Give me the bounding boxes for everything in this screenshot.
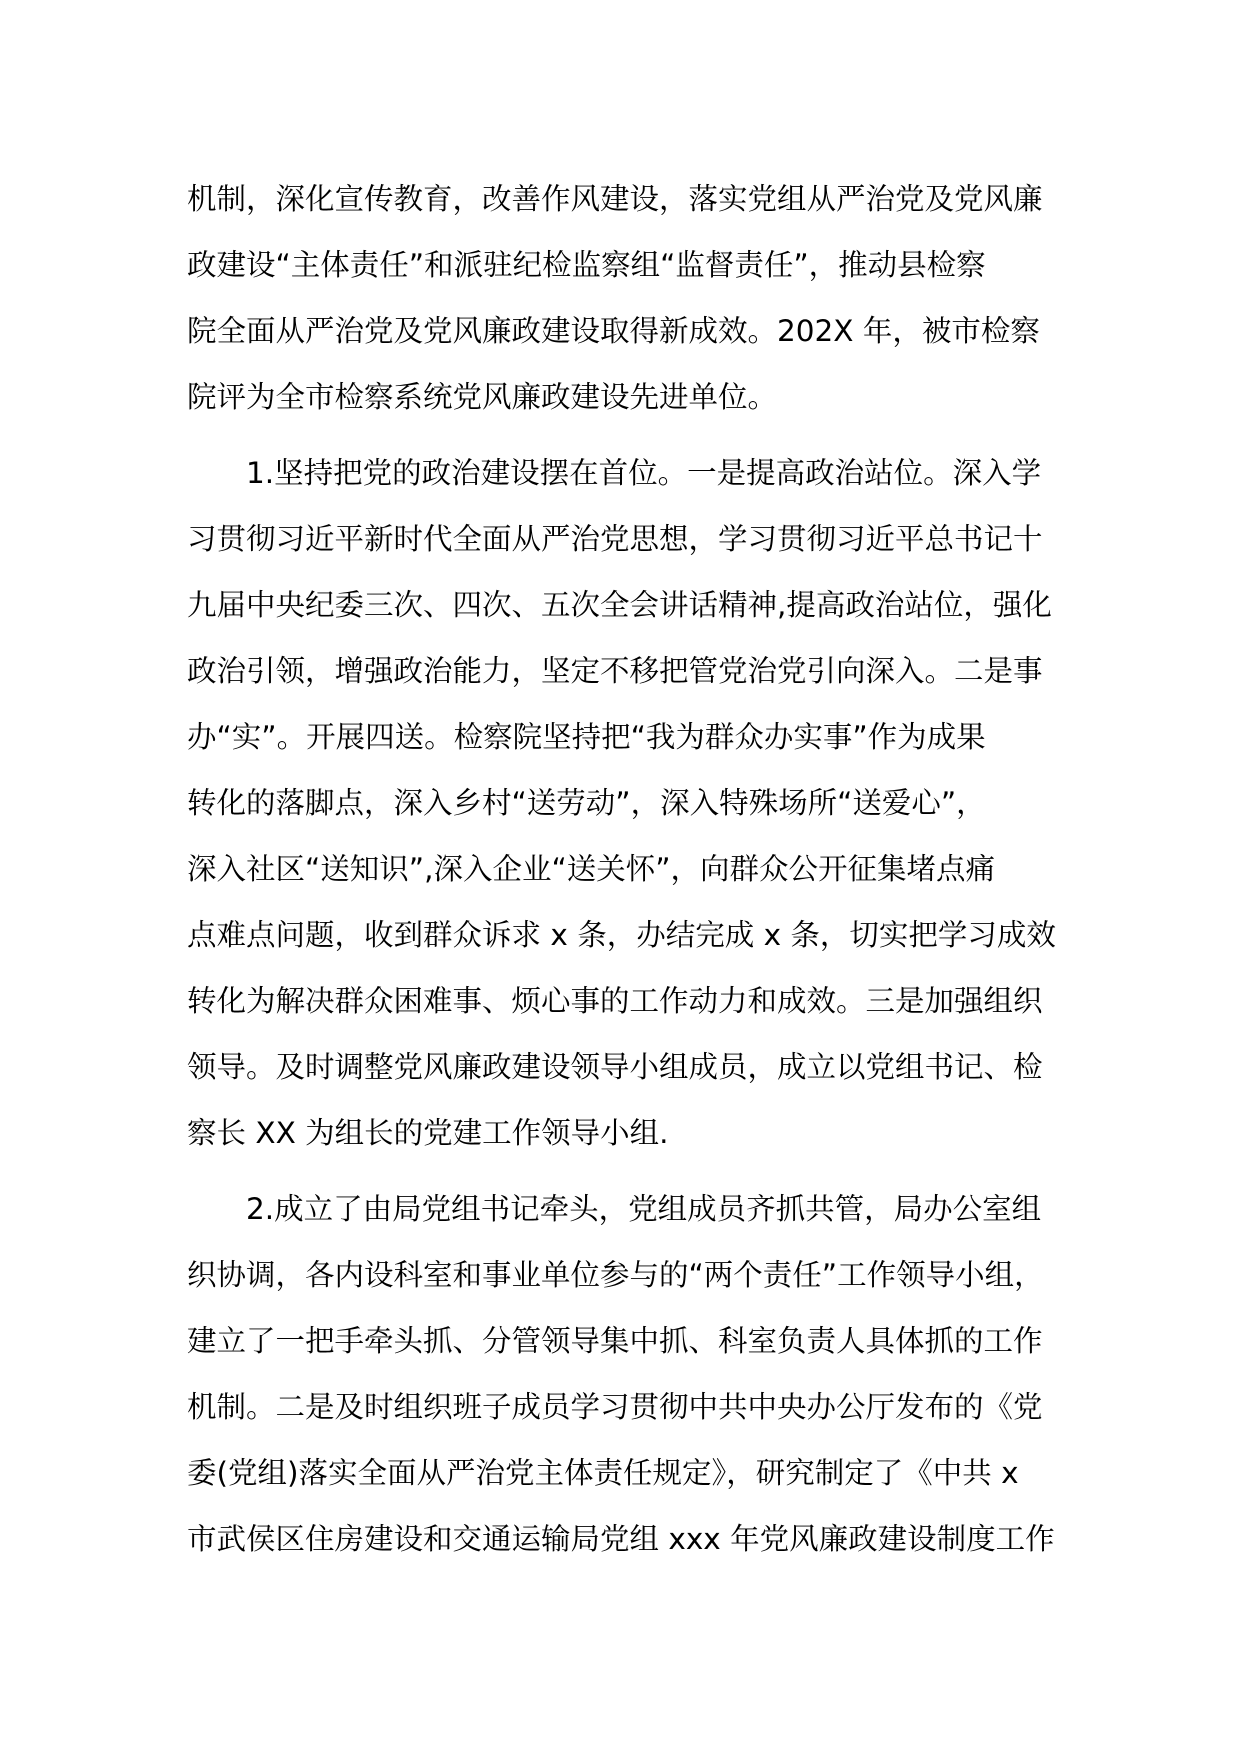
text-line: 机制。二是及时组织班子成员学习贯彻中共中央办公厅发布的《党 (187, 1390, 1043, 1424)
text-line: 察长 XX 为组长的党建工作领导小组. (187, 1116, 669, 1150)
text-line: 转化的落脚点，深入乡村“送劳动”，深入特殊场所“送爱心”， (187, 786, 986, 820)
text-line: 政建设“主体责任”和派驻纪检监察组“监督责任”，推动县检察 (187, 248, 986, 282)
text-line: 转化为解决群众困难事、烦心事的工作动力和成效。三是加强组织 (187, 984, 1043, 1018)
text-line: 1.坚持把党的政治建设摆在首位。一是提高政治站位。深入学 (187, 456, 1042, 490)
text-line: 院评为全市检察系统党风廉政建设先进单位。 (187, 380, 778, 414)
text-line: 领导。及时调整党风廉政建设领导小组成员，成立以党组书记、检 (187, 1050, 1043, 1084)
text-line: 2.成立了由局党组书记牵头，党组成员齐抓共管，局办公室组 (187, 1192, 1042, 1226)
text-line: 习贯彻习近平新时代全面从严治党思想，学习贯彻习近平总书记十 (187, 522, 1043, 556)
text-line: 点难点问题，收到群众诉求 x 条，办结完成 x 条，切实把学习成效 (187, 918, 1056, 952)
text-line: 九届中央纪委三次、四次、五次全会讲话精神,提高政治站位，强化 (187, 588, 1052, 622)
paragraph-1 (187, 440, 1067, 1166)
text-line: 建立了一把手牵头抓、分管领导集中抓、科室负责人具体抓的工作 (187, 1324, 1043, 1358)
document-body (187, 166, 1067, 1572)
text-line: 院全面从严治党及党风廉政建设取得新成效。202X 年，被市检察 (187, 314, 1040, 348)
text-line: 市武侯区住房建设和交通运输局党组 xxx 年党风廉政建设制度工作 (187, 1522, 1055, 1556)
paragraph-2 (187, 1176, 1067, 1572)
text-line: 机制，深化宣传教育，改善作风建设，落实党组从严治党及党风廉 (187, 182, 1043, 216)
text-line: 委(党组)落实全面从严治党主体责任规定》，研究制定了《中共 x (187, 1456, 1019, 1490)
text-line: 办“实”。开展四送。检察院坚持把“我为群众办实事”作为成果 (187, 720, 986, 754)
paragraph-intro (187, 166, 1067, 430)
text-line: 织协调，各内设科室和事业单位参与的“两个责任”工作领导小组， (187, 1258, 1044, 1292)
text-line: 政治引领，增强政治能力，坚定不移把管党治党引向深入。二是事 (187, 654, 1043, 688)
text-line: 深入社区“送知识”,深入企业“送关怀”，向群众公开征集堵点痛 (187, 852, 996, 886)
